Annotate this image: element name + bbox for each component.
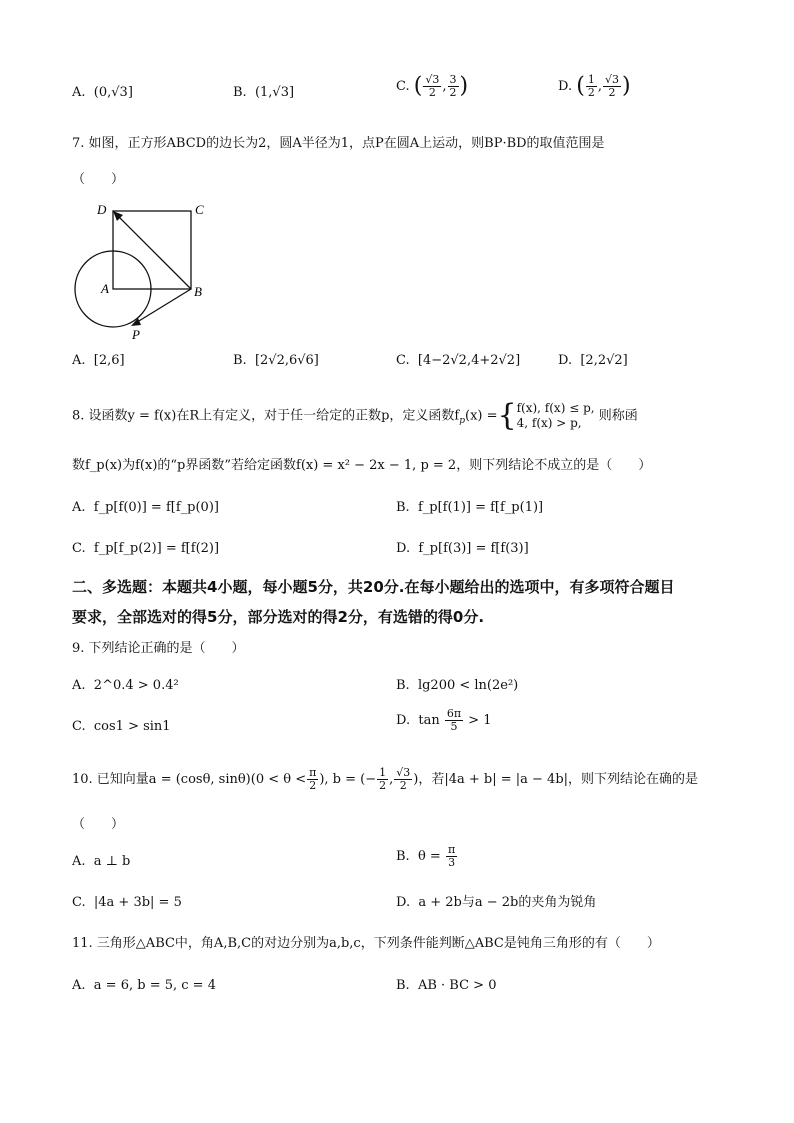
numerator: 6π [446,707,462,720]
numerator: √3 [396,766,411,779]
option-text: f_p[f(1)] = f[f_p(1)] [417,500,544,515]
option-text: a + 2b与a − 2b的夹角为锐角 [418,895,597,910]
q8-option-b[interactable] [396,497,543,519]
numerator: π [447,843,456,856]
option-text: cos1 > sin1 [93,719,171,734]
option-text: (0,√3] [93,85,133,100]
option-label: B. [233,353,247,368]
option-label: C. [72,895,86,910]
denominator: 2 [399,779,407,792]
option-text: f_p[f_p(2)] = f[f(2)] [93,541,220,556]
section-heading-line2: 要求，全部选对的得5分，部分选对的得2分，有选错的得0分. [72,608,485,626]
option-text: a ⊥ b [93,854,131,869]
q7-figure [68,196,228,344]
piecewise-cases [517,401,595,431]
denominator: 2 [379,779,387,792]
numerator: 3 [449,73,457,86]
option-label: D. [558,353,573,368]
q10-stem-a: 10. 已知向量a = (cosθ, sinθ)(0 < θ < [72,772,307,787]
q8-stem-line1: 8. 设函数y = f(x)在R上有定义，对于任一给定的正数p，定义函数$f_p(x)$ ={ f(x), f(x) ≤ p, 4, f(x) > p, 则称函 [72,398,638,433]
option-label: D. [396,895,411,910]
q8-option-c[interactable] [72,538,219,560]
q7-stem: 7. 如图，正方形ABCD的边长为2，圆A半径为1，点P在圆A上运动，则BP·BD的取值范围是 [72,136,605,151]
option-text: [2,2√2] [580,353,628,368]
option-text: [2,6] [93,353,125,368]
segment-bp [134,289,191,324]
label-d: D [97,202,107,217]
q11-option-a[interactable] [72,975,216,997]
fraction [423,74,441,99]
numerator: √3 [604,73,619,86]
q8-stem-text: 8. 设函数y = f(x)在R上有定义，对于任一给定的正数p，定义函数f [72,408,460,424]
option-text: 2^0.4 > 0.4² [93,678,179,693]
option-label: A. [72,85,86,100]
q9-option-b[interactable] [396,675,518,697]
case-2: 4, f(x) > p, [516,416,582,430]
q8-option-d[interactable] [396,538,529,560]
numerator: √3 [425,73,440,86]
q9-stem: 9. 下列结论正确的是（ ） [72,641,245,656]
label-c: C [195,202,204,217]
fraction [307,767,318,792]
numerator: 1 [379,766,387,779]
denominator: 2 [309,779,317,792]
q7-answer-paren: （ ） [72,172,125,187]
q7-option-d[interactable] [558,350,628,372]
option-label: B. [396,500,410,515]
denominator: 2 [608,86,616,99]
q9-option-c[interactable] [72,716,171,738]
q8-stem-text-b: (x) = [465,408,498,424]
section-heading-line1: 二、多选题：本题共4小题，每小题5分，共20分.在每小题给出的选项中，有多项符合题目 [72,578,675,596]
option-text: lg200 < ln(2e²) [417,678,519,693]
q10-stem-line1: 10. 已知向量a = (cosθ, sinθ)(0 < θ < $\frac{\pi}{2}$ ), b = (− $\frac{1}{2}$ , $\frac{√3}{2}$ )，若|4a + b| = |a − 4b|，则下列结论在确的是 [72,766,699,792]
option-text: AB · BC > 0 [417,978,497,993]
label-b: B [194,284,202,299]
option-text: [4−2√2,4+2√2] [417,353,521,368]
q7-option-a[interactable] [72,350,125,372]
q10-option-b[interactable] [396,844,458,869]
option-text: tan [418,713,440,728]
fraction [394,767,412,792]
option-label: A. [72,353,86,368]
q8-option-a[interactable] [72,497,219,519]
option-text: θ = [417,849,441,864]
q8-stem-text-c: 则称函 [598,408,638,424]
denominator: 2 [587,86,595,99]
case-1: f(x), f(x) ≤ p, [516,401,595,415]
option-text: (1,√3] [254,85,295,100]
option-text-post: > 1 [468,713,492,728]
q6-option-b[interactable] [233,82,294,104]
q7-option-b[interactable] [233,350,319,372]
q6-option-d[interactable]: D. ( $\frac{1}{2}$ , $\frac{√3}{2}$ ) [558,73,631,99]
q10-answer-paren: （ ） [72,817,125,832]
option-label: B. [396,978,410,993]
label-a: A [101,281,109,296]
q10-stem-b: ), b = (− [319,772,377,787]
q10-option-d[interactable] [396,892,596,914]
q10-option-a[interactable] [72,851,130,873]
option-label: C. [396,353,410,368]
option-label: B. [396,849,410,864]
segment-bd [115,213,191,289]
q7-option-c[interactable] [396,350,520,372]
option-label: A. [72,854,86,869]
q11-option-b[interactable] [396,975,496,997]
q9-option-d[interactable] [396,708,492,733]
q10-stem-c: )，若|4a + b| = |a − 4b|，则下列结论在确的是 [413,772,699,787]
fraction [448,74,459,99]
option-label: A. [72,978,86,993]
fraction [377,767,388,792]
q9-option-a[interactable] [72,675,179,697]
option-text: a = 6, b = 5, c = 4 [93,978,216,993]
option-label: C. [72,719,86,734]
option-label: B. [233,85,247,100]
fraction [586,74,597,99]
option-text: [2√2,6√6] [254,353,319,368]
option-text: |4a + 3b| = 5 [93,895,182,910]
denominator: 3 [448,856,456,869]
option-label: D. [396,541,411,556]
option-label: C. [72,541,86,556]
option-label: B. [396,678,410,693]
numerator: π [309,766,317,779]
denominator: 2 [449,86,457,99]
label-p: P [132,327,140,342]
fraction [603,74,621,99]
q11-stem: 11. 三角形△ABC中，角A,B,C的对边分别为a,b,c，下列条件能判断△ABC是钝角三角形的有（ ） [72,936,660,951]
denominator: 2 [428,86,436,99]
numerator: 1 [587,73,595,86]
option-label: A. [72,678,86,693]
option-label: D. [558,79,573,94]
option-label: C. [396,79,410,94]
q6-option-c[interactable]: C. ( $\frac{√3}{2}$ , $\frac{3}{2}$ ) [396,73,469,99]
option-label: D. [396,713,411,728]
denominator: 5 [450,720,458,733]
q6-option-a[interactable] [72,82,133,104]
fraction [446,844,457,869]
option-label: A. [72,500,86,515]
q10-option-c[interactable] [72,892,182,914]
option-text: f_p[f(0)] = f[f_p(0)] [93,500,219,515]
fraction [445,708,463,733]
q8-stem-line2: 数f_p(x)为f(x)的“p界函数”若给定函数f(x) = x² − 2x − 1, p = 2，则下列结论不成立的是（ ） [72,458,652,473]
option-text: f_p[f(3)] = f[f(3)] [418,541,529,556]
